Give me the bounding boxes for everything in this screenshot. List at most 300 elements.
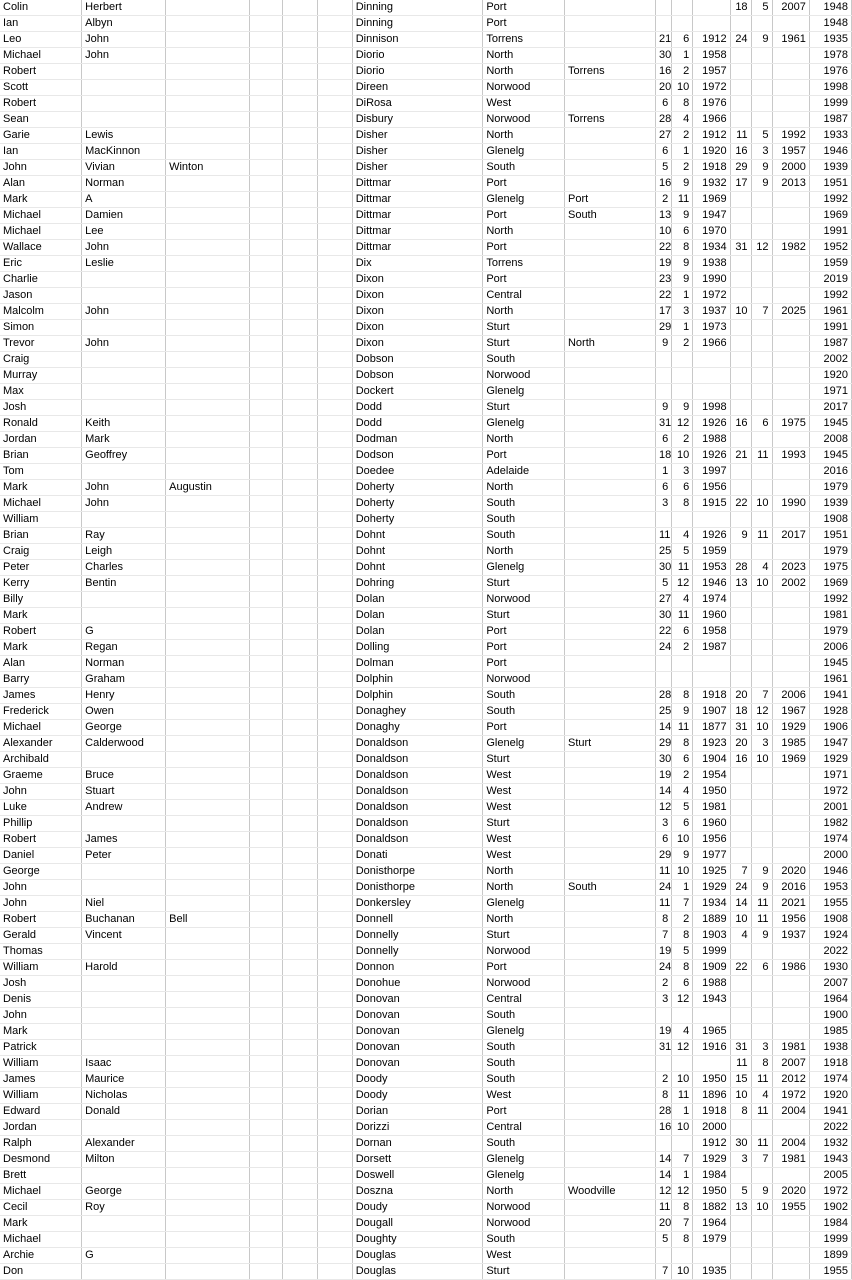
cell-n3 — [730, 784, 751, 800]
cell-n4 — [751, 96, 772, 112]
cell-middle_name_2 — [166, 192, 250, 208]
cell-middle_name_2 — [166, 1024, 250, 1040]
cell-n4 — [751, 800, 772, 816]
cell-middle_name_1: Vincent — [82, 928, 166, 944]
cell-first_name: Ian — [0, 16, 82, 32]
cell-n2 — [672, 368, 693, 384]
cell-surname: Doody — [352, 1072, 483, 1088]
cell-pad3 — [317, 224, 352, 240]
cell-year_2 — [772, 1120, 809, 1136]
cell-pad2 — [282, 1040, 317, 1056]
cell-n3 — [730, 1008, 751, 1024]
cell-club_2 — [564, 432, 655, 448]
cell-n3: 7 — [730, 864, 751, 880]
cell-n3: 31 — [730, 1040, 751, 1056]
cell-club_1: South — [483, 1008, 565, 1024]
cell-club_1: Torrens — [483, 256, 565, 272]
cell-first_name: Robert — [0, 912, 82, 928]
cell-surname: Dittmar — [352, 224, 483, 240]
cell-n1: 24 — [655, 960, 671, 976]
cell-n3: 31 — [730, 240, 751, 256]
table-row — [0, 528, 852, 544]
cell-year_1: 1889 — [693, 912, 730, 928]
cell-club_1: Norwood — [483, 1216, 565, 1232]
cell-year_2 — [772, 976, 809, 992]
cell-pad1 — [250, 352, 283, 368]
cell-club_2 — [564, 576, 655, 592]
cell-n4 — [751, 832, 772, 848]
cell-pad2 — [282, 1152, 317, 1168]
cell-n3 — [730, 1264, 751, 1280]
cell-first_name: Mark — [0, 1024, 82, 1040]
cell-middle_name_2 — [166, 288, 250, 304]
cell-pad2 — [282, 272, 317, 288]
cell-club_1: Norwood — [483, 80, 565, 96]
cell-club_1: North — [483, 480, 565, 496]
cell-year_2 — [772, 1024, 809, 1040]
cell-first_name: James — [0, 688, 82, 704]
cell-surname: Dixon — [352, 320, 483, 336]
cell-middle_name_2 — [166, 336, 250, 352]
cell-year_2 — [772, 256, 809, 272]
cell-pad2 — [282, 64, 317, 80]
cell-middle_name_2 — [166, 240, 250, 256]
cell-club_2: Woodville — [564, 1184, 655, 1200]
cell-club_2 — [564, 832, 655, 848]
cell-n4: 9 — [751, 32, 772, 48]
cell-pad3 — [317, 1024, 352, 1040]
cell-middle_name_2 — [166, 1232, 250, 1248]
cell-year_2 — [772, 1216, 809, 1232]
cell-club_1: South — [483, 1136, 565, 1152]
cell-n2: 8 — [672, 240, 693, 256]
cell-n3 — [730, 208, 751, 224]
cell-n1: 28 — [655, 1104, 671, 1120]
table-row — [0, 304, 852, 320]
cell-surname: Diorio — [352, 64, 483, 80]
cell-n3: 3 — [730, 1152, 751, 1168]
cell-year_2 — [772, 544, 809, 560]
cell-pad3 — [317, 672, 352, 688]
cell-first_name: Gerald — [0, 928, 82, 944]
cell-n3: 10 — [730, 304, 751, 320]
cell-n1: 2 — [655, 192, 671, 208]
cell-pad2 — [282, 656, 317, 672]
cell-year_3: 1961 — [809, 304, 851, 320]
cell-first_name: Phillip — [0, 816, 82, 832]
cell-n2 — [672, 1056, 693, 1072]
cell-club_2 — [564, 656, 655, 672]
cell-club_1: Glenelg — [483, 1024, 565, 1040]
cell-year_3: 1945 — [809, 448, 851, 464]
cell-n1 — [655, 384, 671, 400]
cell-pad1 — [250, 752, 283, 768]
cell-n1: 3 — [655, 816, 671, 832]
cell-year_2 — [772, 64, 809, 80]
cell-year_1: 1969 — [693, 192, 730, 208]
cell-surname: Doherty — [352, 496, 483, 512]
cell-year_3: 1952 — [809, 240, 851, 256]
table-row — [0, 1088, 852, 1104]
cell-pad1 — [250, 1136, 283, 1152]
cell-middle_name_1: Mark — [82, 432, 166, 448]
cell-middle_name_1 — [82, 944, 166, 960]
cell-year_3: 1981 — [809, 608, 851, 624]
cell-middle_name_2 — [166, 1184, 250, 1200]
cell-club_1: Port — [483, 272, 565, 288]
cell-n2: 2 — [672, 640, 693, 656]
cell-pad2 — [282, 400, 317, 416]
cell-club_1: Glenelg — [483, 736, 565, 752]
cell-year_2 — [772, 832, 809, 848]
cell-n4: 6 — [751, 416, 772, 432]
cell-n2: 3 — [672, 464, 693, 480]
cell-middle_name_1: John — [82, 48, 166, 64]
cell-pad3 — [317, 928, 352, 944]
cell-n4 — [751, 368, 772, 384]
cell-surname: Dohnt — [352, 544, 483, 560]
cell-club_2 — [564, 0, 655, 16]
table-row — [0, 1056, 852, 1072]
cell-n4 — [751, 1264, 772, 1280]
cell-n2: 9 — [672, 176, 693, 192]
cell-surname: Dinning — [352, 16, 483, 32]
cell-year_3: 1928 — [809, 704, 851, 720]
cell-club_2 — [564, 752, 655, 768]
cell-n3: 11 — [730, 128, 751, 144]
cell-n4 — [751, 944, 772, 960]
cell-middle_name_2 — [166, 1200, 250, 1216]
cell-n1: 31 — [655, 416, 671, 432]
cell-pad1 — [250, 1264, 283, 1280]
cell-n4: 5 — [751, 0, 772, 16]
cell-first_name: Archie — [0, 1248, 82, 1264]
cell-year_1: 1934 — [693, 896, 730, 912]
cell-first_name: Craig — [0, 352, 82, 368]
cell-club_1: North — [483, 864, 565, 880]
cell-middle_name_2 — [166, 784, 250, 800]
cell-middle_name_1 — [82, 816, 166, 832]
cell-year_1: 1882 — [693, 1200, 730, 1216]
table-row — [0, 736, 852, 752]
cell-middle_name_2 — [166, 1264, 250, 1280]
cell-pad2 — [282, 176, 317, 192]
cell-surname: Donovan — [352, 1040, 483, 1056]
cell-n1: 12 — [655, 1184, 671, 1200]
table-row — [0, 64, 852, 80]
cell-n3 — [730, 1168, 751, 1184]
cell-first_name: Archibald — [0, 752, 82, 768]
cell-surname: Donnelly — [352, 928, 483, 944]
cell-year_1: 1918 — [693, 688, 730, 704]
cell-pad1 — [250, 1216, 283, 1232]
cell-pad3 — [317, 656, 352, 672]
cell-year_1: 1954 — [693, 768, 730, 784]
cell-year_2 — [772, 320, 809, 336]
cell-pad1 — [250, 304, 283, 320]
cell-middle_name_1 — [82, 880, 166, 896]
cell-first_name: Sean — [0, 112, 82, 128]
cell-year_1: 1950 — [693, 1184, 730, 1200]
cell-first_name: Trevor — [0, 336, 82, 352]
cell-first_name: Jordan — [0, 432, 82, 448]
cell-year_3: 1979 — [809, 624, 851, 640]
cell-pad3 — [317, 112, 352, 128]
cell-n1: 18 — [655, 448, 671, 464]
cell-club_2 — [564, 944, 655, 960]
cell-club_1: Port — [483, 16, 565, 32]
cell-n1: 6 — [655, 96, 671, 112]
cell-year_3: 1955 — [809, 896, 851, 912]
cell-pad2 — [282, 1184, 317, 1200]
cell-middle_name_2 — [166, 16, 250, 32]
cell-n2: 12 — [672, 1040, 693, 1056]
cell-n1: 30 — [655, 608, 671, 624]
cell-year_1: 1966 — [693, 112, 730, 128]
cell-year_3: 1982 — [809, 816, 851, 832]
cell-club_2: Port — [564, 192, 655, 208]
cell-club_2 — [564, 1120, 655, 1136]
cell-pad1 — [250, 1232, 283, 1248]
cell-n3 — [730, 368, 751, 384]
cell-n1: 25 — [655, 544, 671, 560]
cell-middle_name_1: Albyn — [82, 16, 166, 32]
cell-surname: Donnelly — [352, 944, 483, 960]
table-row — [0, 816, 852, 832]
table-row — [0, 592, 852, 608]
cell-club_1: South — [483, 704, 565, 720]
cell-n1 — [655, 352, 671, 368]
table-row — [0, 960, 852, 976]
cell-year_2: 2000 — [772, 160, 809, 176]
cell-club_2 — [564, 544, 655, 560]
cell-pad2 — [282, 880, 317, 896]
cell-middle_name_2 — [166, 832, 250, 848]
cell-middle_name_2 — [166, 384, 250, 400]
cell-surname: Dodd — [352, 400, 483, 416]
cell-middle_name_2 — [166, 976, 250, 992]
cell-pad1 — [250, 1248, 283, 1264]
cell-n2: 11 — [672, 1088, 693, 1104]
cell-pad3 — [317, 304, 352, 320]
table-row — [0, 576, 852, 592]
cell-pad2 — [282, 512, 317, 528]
cell-first_name: Alexander — [0, 736, 82, 752]
cell-middle_name_1: Bentin — [82, 576, 166, 592]
cell-n1: 19 — [655, 1024, 671, 1040]
cell-middle_name_2 — [166, 928, 250, 944]
cell-club_1: Norwood — [483, 368, 565, 384]
cell-pad1 — [250, 800, 283, 816]
cell-n3: 20 — [730, 688, 751, 704]
cell-surname: Donaldson — [352, 768, 483, 784]
cell-year_2 — [772, 848, 809, 864]
cell-pad3 — [317, 544, 352, 560]
cell-n4 — [751, 1248, 772, 1264]
cell-surname: Dohnt — [352, 528, 483, 544]
cell-year_2 — [772, 672, 809, 688]
cell-middle_name_2 — [166, 992, 250, 1008]
cell-first_name: Max — [0, 384, 82, 400]
cell-n1: 25 — [655, 704, 671, 720]
cell-year_1 — [693, 384, 730, 400]
cell-n3 — [730, 608, 751, 624]
cell-pad3 — [317, 144, 352, 160]
cell-middle_name_1: John — [82, 304, 166, 320]
cell-surname: Donaldson — [352, 832, 483, 848]
cell-pad1 — [250, 512, 283, 528]
cell-club_1: Norwood — [483, 672, 565, 688]
cell-club_2 — [564, 1168, 655, 1184]
cell-middle_name_1: Roy — [82, 1200, 166, 1216]
table-row — [0, 496, 852, 512]
cell-club_2 — [564, 288, 655, 304]
cell-year_3: 1935 — [809, 32, 851, 48]
cell-middle_name_1: Herbert — [82, 0, 166, 16]
cell-pad2 — [282, 1008, 317, 1024]
cell-n3: 21 — [730, 448, 751, 464]
cell-pad3 — [317, 1264, 352, 1280]
cell-n1: 20 — [655, 1216, 671, 1232]
cell-n4: 12 — [751, 240, 772, 256]
cell-first_name: Jordan — [0, 1120, 82, 1136]
cell-year_2: 2017 — [772, 528, 809, 544]
cell-n1: 9 — [655, 400, 671, 416]
cell-n3 — [730, 672, 751, 688]
cell-year_3: 1924 — [809, 928, 851, 944]
cell-surname: Doswell — [352, 1168, 483, 1184]
cell-club_1: South — [483, 688, 565, 704]
cell-n1: 6 — [655, 480, 671, 496]
cell-n3: 9 — [730, 528, 751, 544]
cell-n4 — [751, 256, 772, 272]
cell-middle_name_2 — [166, 800, 250, 816]
cell-n4: 10 — [751, 576, 772, 592]
cell-n3 — [730, 96, 751, 112]
cell-year_2: 2004 — [772, 1104, 809, 1120]
cell-surname: Donaghey — [352, 704, 483, 720]
cell-pad1 — [250, 16, 283, 32]
cell-club_2 — [564, 32, 655, 48]
cell-first_name: Brian — [0, 448, 82, 464]
cell-pad3 — [317, 256, 352, 272]
table-row — [0, 1232, 852, 1248]
cell-year_3: 1976 — [809, 64, 851, 80]
cell-pad2 — [282, 800, 317, 816]
cell-middle_name_2 — [166, 128, 250, 144]
cell-pad3 — [317, 160, 352, 176]
cell-n3: 18 — [730, 0, 751, 16]
cell-club_2 — [564, 352, 655, 368]
cell-pad3 — [317, 1104, 352, 1120]
cell-year_3: 1972 — [809, 1184, 851, 1200]
cell-pad3 — [317, 848, 352, 864]
cell-club_1: Norwood — [483, 112, 565, 128]
cell-year_2 — [772, 800, 809, 816]
table-row — [0, 896, 852, 912]
cell-n4: 7 — [751, 1152, 772, 1168]
cell-club_2 — [564, 160, 655, 176]
table-row — [0, 672, 852, 688]
cell-pad2 — [282, 640, 317, 656]
cell-year_3: 1971 — [809, 384, 851, 400]
cell-year_3: 1987 — [809, 336, 851, 352]
cell-n2: 9 — [672, 256, 693, 272]
cell-first_name: Robert — [0, 96, 82, 112]
cell-n4: 3 — [751, 736, 772, 752]
cell-n4: 9 — [751, 1184, 772, 1200]
cell-pad2 — [282, 464, 317, 480]
cell-club_2 — [564, 144, 655, 160]
cell-pad1 — [250, 1200, 283, 1216]
cell-pad2 — [282, 672, 317, 688]
cell-club_2: Sturt — [564, 736, 655, 752]
table-row — [0, 1184, 852, 1200]
cell-first_name: Brian — [0, 528, 82, 544]
cell-middle_name_2 — [166, 672, 250, 688]
cell-first_name: Wallace — [0, 240, 82, 256]
cell-first_name: Tom — [0, 464, 82, 480]
cell-middle_name_1 — [82, 608, 166, 624]
cell-pad2 — [282, 832, 317, 848]
cell-n2: 6 — [672, 480, 693, 496]
cell-club_1: Port — [483, 720, 565, 736]
cell-year_2: 1981 — [772, 1040, 809, 1056]
cell-surname: Dohnt — [352, 560, 483, 576]
cell-club_1: South — [483, 512, 565, 528]
cell-surname: Doughty — [352, 1232, 483, 1248]
cell-year_1: 1974 — [693, 592, 730, 608]
cell-middle_name_1 — [82, 752, 166, 768]
cell-n2: 6 — [672, 32, 693, 48]
cell-first_name: William — [0, 512, 82, 528]
cell-middle_name_2 — [166, 656, 250, 672]
cell-year_1 — [693, 352, 730, 368]
cell-n3 — [730, 976, 751, 992]
cell-n2: 9 — [672, 272, 693, 288]
cell-middle_name_1: Nicholas — [82, 1088, 166, 1104]
cell-club_1: Glenelg — [483, 1168, 565, 1184]
cell-club_2 — [564, 256, 655, 272]
cell-n1: 5 — [655, 1232, 671, 1248]
cell-club_1: Glenelg — [483, 416, 565, 432]
cell-surname: Donati — [352, 848, 483, 864]
cell-n4 — [751, 288, 772, 304]
cell-pad2 — [282, 704, 317, 720]
cell-year_3: 1998 — [809, 80, 851, 96]
cell-year_2: 1981 — [772, 1152, 809, 1168]
cell-n4 — [751, 400, 772, 416]
cell-club_1: Port — [483, 176, 565, 192]
cell-pad1 — [250, 240, 283, 256]
cell-middle_name_1 — [82, 112, 166, 128]
cell-n1: 28 — [655, 112, 671, 128]
cell-n3 — [730, 1248, 751, 1264]
cell-year_3: 2019 — [809, 272, 851, 288]
table-row — [0, 1216, 852, 1232]
cell-n1: 24 — [655, 640, 671, 656]
cell-pad1 — [250, 128, 283, 144]
cell-year_2: 1972 — [772, 1088, 809, 1104]
cell-year_3: 1972 — [809, 784, 851, 800]
cell-n2: 1 — [672, 1104, 693, 1120]
cell-n1: 8 — [655, 912, 671, 928]
cell-n1: 14 — [655, 784, 671, 800]
table-row — [0, 432, 852, 448]
cell-year_1: 1987 — [693, 640, 730, 656]
cell-year_2 — [772, 1248, 809, 1264]
cell-pad3 — [317, 464, 352, 480]
